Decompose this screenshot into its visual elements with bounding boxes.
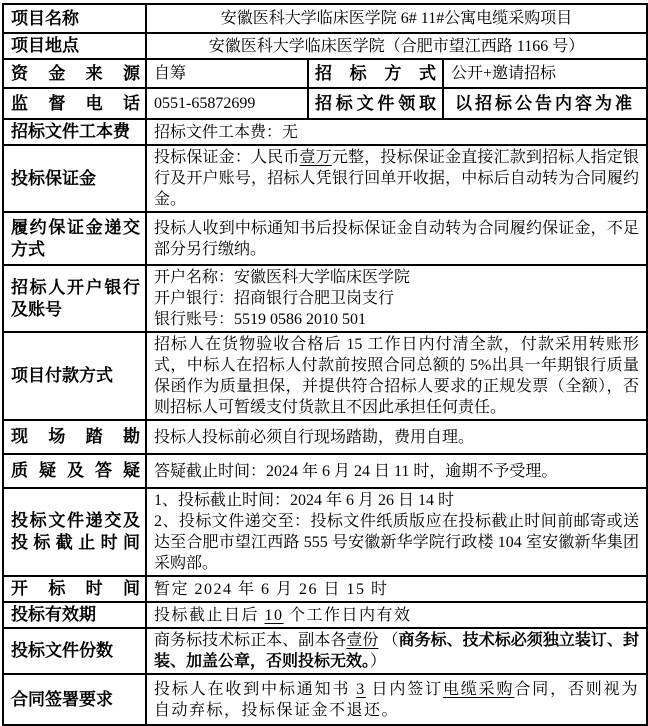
bank-account-line: 开户名称：安徽医科大学临床医学院	[154, 269, 411, 286]
value-bid-opening-time: 暂定 2024 年 6 月 26 日 15 时	[146, 576, 647, 602]
submission-line: 1、投标截止时间：2024 年 6 月 26 日 14 时	[154, 492, 455, 509]
text-segment: ）	[370, 653, 387, 670]
label-bid-bond: 投标保证金	[3, 145, 146, 212]
value-project-location: 安徽医科大学临床医学院（合肥市望江西路 1166 号）	[146, 33, 647, 59]
underlined-text: 壹份	[346, 632, 379, 649]
label-inquiry-answer: 质疑及答疑	[3, 454, 146, 488]
value-document-fee: 招标文件工本费：无	[146, 119, 647, 145]
table-row	[3, 59, 647, 88]
table-row	[3, 488, 647, 576]
label-document-collection: 招标文件领取	[308, 88, 443, 119]
table-row	[3, 602, 647, 628]
submission-line: 2、投标文件递交至：投标文件纸质版应在投标截止时间前邮寄或送达至合肥市望江西路 555 号安徽新华学院行政楼 104 室安徽新华集团采购部。	[154, 513, 640, 572]
bank-account-line: 银行账号：5519 0586 2010 501	[154, 311, 367, 328]
table-row	[3, 628, 647, 674]
text-segment: 投标截止日后	[154, 606, 265, 624]
bold-text: 商务标、技术标必须独立装订、封装、加盖公章，否则投标无效。	[154, 632, 639, 670]
text-segment: 商务标技术标正本、副本各	[154, 632, 347, 649]
label-payment-terms: 项目付款方式	[3, 332, 146, 420]
text-segment: 日内签订	[365, 680, 443, 698]
label-submission-deadline: 投标文件递交及投标截止时间	[3, 488, 146, 576]
value-supervision-phone: 0551-65872699	[146, 88, 308, 119]
value-inquiry-answer: 答疑截止时间：2024 年 6 月 24 日 11 时，逾期不予受理。	[146, 454, 647, 488]
label-bidding-method: 招标方式	[308, 59, 443, 88]
value-performance-bond-submission: 投标人收到中标通知书后投标保证金自动转为合同履约保证金，不足部分另行缴纳。	[146, 212, 647, 265]
label-site-survey: 现场踏勘	[3, 420, 146, 454]
label-bid-copies: 投标文件份数	[3, 628, 146, 674]
label-funding-source: 资金来源	[3, 59, 146, 88]
label-project-name: 项目名称	[3, 4, 146, 33]
value-payment-terms: 招标人在货物验收合格后 15 工作日内付清全款，付款采用转账形式，中标人在招标人付款前按照合同总额的 5%出具一年期银行质量保函作为质量担保，并提供符合招标人要求的正规发票（全额），否则招标人可暂缓支付货款且不因此承担任何责任。	[146, 332, 647, 420]
value-document-collection: 以招标公告内容为准	[443, 88, 647, 119]
text-segment: 个工作日内有效	[283, 606, 412, 624]
label-project-location: 项目地点	[3, 33, 146, 59]
value-contract-signing	[146, 674, 647, 725]
label-bid-validity: 投标有效期	[3, 602, 146, 628]
table-row	[3, 212, 647, 265]
value-bid-bond	[146, 145, 647, 212]
text-segment: （	[378, 632, 399, 649]
value-site-survey: 投标人投标前必须自行现场踏勘，费用自理。	[146, 420, 647, 454]
table-row	[3, 33, 647, 59]
bank-account-line: 开户银行：招商银行合肥卫岗支行	[154, 290, 395, 307]
table-row	[3, 145, 647, 212]
value-submission-deadline	[146, 488, 647, 576]
text-segment: 投标人在收到中标通知书	[154, 680, 357, 698]
label-document-fee: 招标文件工本费	[3, 119, 146, 145]
table-row	[3, 265, 647, 332]
text-segment: 合同，否则视为自动弃标，投标保证金不退还。	[154, 680, 639, 719]
value-bank-account	[146, 265, 647, 332]
underlined-text: 3	[356, 680, 366, 698]
label-performance-bond-submission: 履约保证金递交方式	[3, 212, 146, 265]
underlined-text: 10	[264, 606, 284, 624]
text-segment: 投标保证金：人民币	[154, 149, 300, 166]
label-bid-opening-time: 开标时间	[3, 576, 146, 602]
value-bidding-method: 公开+邀请招标	[443, 59, 647, 88]
label-bank-account: 招标人开户银行及账号	[3, 265, 146, 332]
value-bid-copies	[146, 628, 647, 674]
table-row	[3, 674, 647, 725]
table-row	[3, 88, 647, 119]
table-row	[3, 420, 647, 454]
value-bid-validity	[146, 602, 647, 628]
table-row	[3, 119, 647, 145]
value-funding-source: 自筹	[146, 59, 308, 88]
tender-info-table	[2, 3, 648, 726]
underlined-text: 壹万	[299, 149, 332, 166]
text-segment: 元整，投标保证金直接汇款到招标人指定银行及开户账号，招标人凭银行回单开收据，中标后自动转为合同履约金。	[154, 149, 640, 208]
table-row	[3, 4, 647, 33]
table-row	[3, 332, 647, 420]
label-contract-signing: 合同签署要求	[3, 674, 146, 725]
table-row	[3, 576, 647, 602]
value-project-name: 安徽医科大学临床医学院 6# 11#公寓电缆采购项目	[146, 4, 647, 33]
table-row	[3, 454, 647, 488]
underlined-text: 电缆采购	[442, 680, 515, 698]
label-supervision-phone: 监督电话	[3, 88, 146, 119]
